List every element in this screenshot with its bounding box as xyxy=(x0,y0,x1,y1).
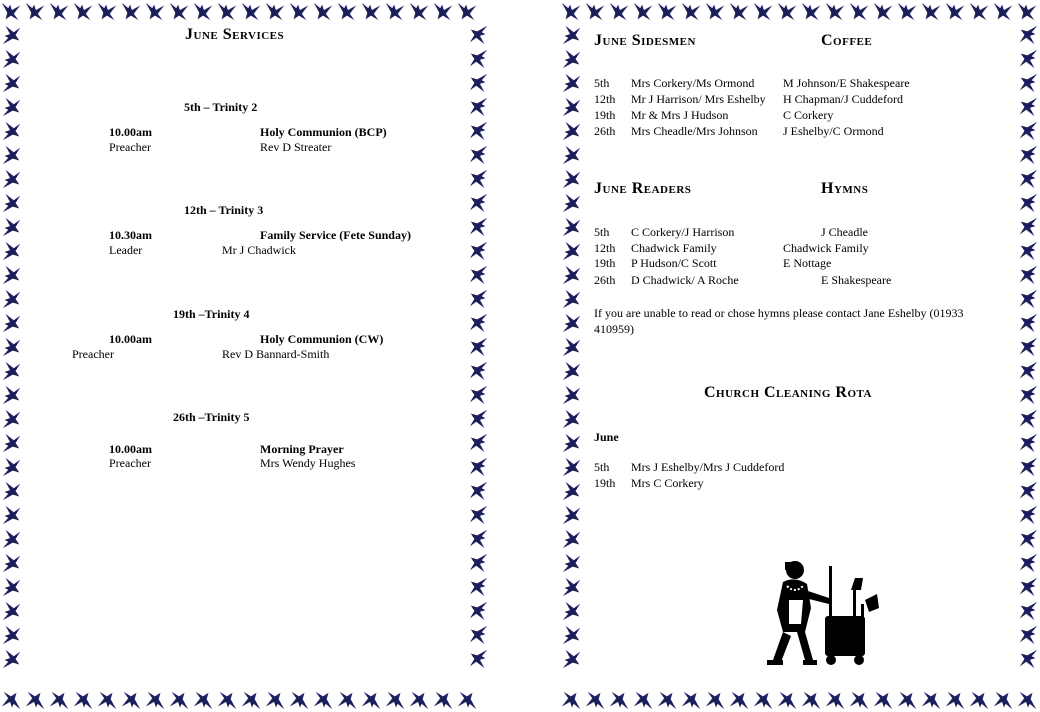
swallow-bird-icon xyxy=(26,692,44,709)
swallow-bird-icon xyxy=(562,3,580,20)
swallow-bird-icon xyxy=(122,692,140,709)
service-role: Leader xyxy=(109,243,143,257)
swallow-bird-icon xyxy=(898,692,916,709)
swallow-bird-icon xyxy=(563,74,580,92)
swallow-bird-icon xyxy=(146,3,164,20)
swallow-bird-icon xyxy=(470,50,487,68)
swallow-bird-icon xyxy=(470,482,487,500)
swallow-bird-icon xyxy=(563,410,580,428)
sidesmen-cell: Mr J Harrison/ Mrs Eshelby xyxy=(631,92,766,106)
swallow-bird-icon xyxy=(826,3,844,20)
swallow-bird-icon xyxy=(563,146,580,164)
swallow-bird-icon xyxy=(3,74,20,92)
swallow-bird-icon xyxy=(1020,602,1037,620)
swallow-bird-icon xyxy=(1020,50,1037,68)
swallow-bird-icon xyxy=(610,692,628,709)
swallow-bird-icon xyxy=(3,170,20,188)
swallow-bird-icon xyxy=(458,3,476,20)
swallow-bird-icon xyxy=(470,386,487,404)
swallow-bird-icon xyxy=(3,122,20,140)
service-person: Rev D Bannard-Smith xyxy=(222,347,330,361)
swallow-bird-icon xyxy=(170,3,188,20)
swallow-bird-icon xyxy=(658,692,676,709)
hymns-cell: Chadwick Family xyxy=(783,241,869,255)
right-page xyxy=(560,0,1040,712)
swallow-bird-icon xyxy=(470,218,487,236)
swallow-bird-icon xyxy=(1020,170,1037,188)
june-services-title: June Services xyxy=(185,26,285,43)
swallow-bird-icon xyxy=(74,692,92,709)
swallow-bird-icon xyxy=(434,3,452,20)
swallow-bird-icon xyxy=(410,3,428,20)
readers-cell: P Hudson/C Scott xyxy=(631,256,717,270)
swallow-bird-icon xyxy=(314,692,332,709)
swallow-bird-icon xyxy=(362,3,380,20)
swallow-bird-icon xyxy=(1020,74,1037,92)
swallow-bird-icon xyxy=(3,26,20,44)
swallow-bird-icon xyxy=(50,3,68,20)
swallow-bird-icon xyxy=(1020,314,1037,332)
swallow-bird-icon xyxy=(634,692,652,709)
swallow-bird-icon xyxy=(290,3,308,20)
coffee-cell: C Corkery xyxy=(783,108,834,122)
day-cell: 19th xyxy=(594,108,616,122)
coffee-title: Coffee xyxy=(821,32,873,49)
swallow-bird-icon xyxy=(470,122,487,140)
swallow-bird-icon xyxy=(1020,122,1037,140)
swallow-bird-icon xyxy=(3,626,20,644)
swallow-bird-icon xyxy=(50,692,68,709)
swallow-bird-icon xyxy=(1020,290,1037,308)
swallow-bird-icon xyxy=(74,3,92,20)
swallow-bird-icon xyxy=(470,578,487,596)
swallow-bird-icon xyxy=(634,3,652,20)
swallow-bird-icon xyxy=(3,50,20,68)
swallow-bird-icon xyxy=(3,338,20,356)
swallow-bird-icon xyxy=(3,266,20,284)
day-cell: 12th xyxy=(594,92,616,106)
swallow-bird-icon xyxy=(874,3,892,20)
swallow-bird-icon xyxy=(218,3,236,20)
swallow-bird-icon xyxy=(290,692,308,709)
swallow-bird-icon xyxy=(470,554,487,572)
swallow-bird-icon xyxy=(562,692,580,709)
table-row xyxy=(594,459,784,475)
swallow-bird-icon xyxy=(802,3,820,20)
coffee-cell: J Eshelby/C Ormond xyxy=(783,124,884,138)
swallow-bird-icon xyxy=(563,554,580,572)
swallow-bird-icon xyxy=(1020,362,1037,380)
swallow-bird-icon xyxy=(946,3,964,20)
day-cell: 26th xyxy=(594,273,616,287)
coffee-cell: M Johnson/E Shakespeare xyxy=(783,76,910,90)
swallow-bird-icon xyxy=(470,194,487,212)
service-name: Family Service (Fete Sunday) xyxy=(260,228,411,242)
swallow-bird-icon xyxy=(1020,218,1037,236)
swallow-bird-icon xyxy=(922,3,940,20)
swallow-bird-icon xyxy=(266,3,284,20)
coffee-cell: H Chapman/J Cuddeford xyxy=(783,92,903,106)
sidesmen-title: June Sidesmen xyxy=(594,32,696,49)
service-time: 10.00am xyxy=(109,442,152,456)
swallow-bird-icon xyxy=(470,650,487,668)
swallow-bird-icon xyxy=(470,290,487,308)
swallow-bird-icon xyxy=(3,650,20,668)
swallow-bird-icon xyxy=(682,3,700,20)
swallow-bird-icon xyxy=(3,530,20,548)
swallow-bird-icon xyxy=(386,692,404,709)
swallow-bird-icon xyxy=(946,692,964,709)
swallow-bird-icon xyxy=(850,692,868,709)
swallow-bird-icon xyxy=(470,170,487,188)
swallow-bird-icon xyxy=(3,482,20,500)
service-person: Rev D Streater xyxy=(260,140,332,154)
swallow-bird-icon xyxy=(3,362,20,380)
swallow-bird-icon xyxy=(778,692,796,709)
swallow-bird-icon xyxy=(563,266,580,284)
swallow-bird-icon xyxy=(194,3,212,20)
swallow-bird-icon xyxy=(802,692,820,709)
swallow-bird-icon xyxy=(778,3,796,20)
swallow-bird-icon xyxy=(563,194,580,212)
swallow-bird-icon xyxy=(994,3,1012,20)
swallow-bird-icon xyxy=(1020,98,1037,116)
service-time: 10.30am xyxy=(109,228,152,242)
swallow-bird-icon xyxy=(362,692,380,709)
swallow-bird-icon xyxy=(470,626,487,644)
swallow-bird-icon xyxy=(470,458,487,476)
swallow-bird-icon xyxy=(410,692,428,709)
swallow-bird-icon xyxy=(470,146,487,164)
table-row xyxy=(594,255,831,271)
swallow-bird-icon xyxy=(563,626,580,644)
swallow-bird-icon xyxy=(470,74,487,92)
readers-cell: Chadwick Family xyxy=(631,241,717,255)
swallow-bird-icon xyxy=(122,3,140,20)
swallow-bird-icon xyxy=(563,314,580,332)
swallow-bird-icon xyxy=(1020,146,1037,164)
hymns-title: Hymns xyxy=(821,180,869,197)
service-role: Preacher xyxy=(109,140,151,154)
cleaning-month: June xyxy=(594,430,619,444)
service-role: Preacher xyxy=(72,347,114,361)
swallow-bird-icon xyxy=(1020,194,1037,212)
swallow-bird-icon xyxy=(1020,266,1037,284)
swallow-bird-icon xyxy=(658,3,676,20)
sidesmen-cell: Mrs Cheadle/Mrs Johnson xyxy=(631,124,758,138)
cleaner-with-mop-cart-icon xyxy=(765,560,885,668)
swallow-bird-icon xyxy=(98,3,116,20)
swallow-bird-icon xyxy=(3,506,20,524)
swallow-bird-icon xyxy=(563,98,580,116)
swallow-bird-icon xyxy=(1020,338,1037,356)
table-row xyxy=(594,91,903,107)
sidesmen-cell: Mr & Mrs J Hudson xyxy=(631,108,729,122)
contact-note: If you are unable to read or chose hymns please contact Jane Eshelby (01933 410959) xyxy=(594,306,964,336)
swallow-bird-icon xyxy=(170,692,188,709)
swallow-bird-icon xyxy=(1020,530,1037,548)
swallow-bird-icon xyxy=(1020,554,1037,572)
swallow-bird-icon xyxy=(3,434,20,452)
swallow-bird-icon xyxy=(470,266,487,284)
swallow-bird-icon xyxy=(563,458,580,476)
swallow-bird-icon xyxy=(754,3,772,20)
swallow-bird-icon xyxy=(194,692,212,709)
day-cell: 19th xyxy=(594,256,616,270)
swallow-bird-icon xyxy=(470,506,487,524)
service-name: Holy Communion (CW) xyxy=(260,332,384,346)
swallow-bird-icon xyxy=(3,218,20,236)
table-row xyxy=(594,272,891,288)
swallow-bird-icon xyxy=(338,692,356,709)
hymns-cell: E Shakespeare xyxy=(821,273,892,287)
swallow-bird-icon xyxy=(563,50,580,68)
swallow-bird-icon xyxy=(874,692,892,709)
swallow-bird-icon xyxy=(470,338,487,356)
cleaner-cell: Mrs J Eshelby/Mrs J Cuddeford xyxy=(631,460,785,474)
swallow-bird-icon xyxy=(563,170,580,188)
day-cell: 5th xyxy=(594,460,610,474)
swallow-bird-icon xyxy=(563,338,580,356)
swallow-bird-icon xyxy=(586,692,604,709)
swallow-bird-icon xyxy=(266,692,284,709)
service-heading: 12th – Trinity 3 xyxy=(184,203,264,217)
cleaning-rota-title: Church Cleaning Rota xyxy=(704,384,872,401)
hymns-cell: E Nottage xyxy=(783,256,832,270)
table-row xyxy=(594,75,910,91)
swallow-bird-icon xyxy=(563,26,580,44)
service-time: 10.00am xyxy=(109,332,152,346)
swallow-bird-icon xyxy=(314,3,332,20)
readers-cell: D Chadwick/ A Roche xyxy=(631,273,739,287)
day-cell: 5th xyxy=(594,225,610,239)
table-row xyxy=(594,123,884,139)
service-time: 10.00am xyxy=(109,125,152,139)
swallow-bird-icon xyxy=(3,386,20,404)
service-name: Morning Prayer xyxy=(260,442,344,456)
swallow-bird-icon xyxy=(730,3,748,20)
swallow-bird-icon xyxy=(586,3,604,20)
swallow-bird-icon xyxy=(563,650,580,668)
swallow-bird-icon xyxy=(563,482,580,500)
swallow-bird-icon xyxy=(470,410,487,428)
swallow-bird-icon xyxy=(970,3,988,20)
sidesmen-cell: Mrs Corkery/Ms Ormond xyxy=(631,76,755,90)
day-cell: 26th xyxy=(594,124,616,138)
swallow-bird-icon xyxy=(1020,386,1037,404)
swallow-bird-icon xyxy=(898,3,916,20)
swallow-bird-icon xyxy=(470,602,487,620)
readers-title: June Readers xyxy=(594,180,692,197)
service-person: Mrs Wendy Hughes xyxy=(260,456,356,470)
swallow-bird-icon xyxy=(218,692,236,709)
hymns-cell: J Cheadle xyxy=(821,225,868,239)
swallow-bird-icon xyxy=(1020,482,1037,500)
day-cell: 5th xyxy=(594,76,610,90)
swallow-bird-icon xyxy=(850,3,868,20)
swallow-bird-icon xyxy=(826,692,844,709)
swallow-bird-icon xyxy=(1020,626,1037,644)
swallow-bird-icon xyxy=(3,98,20,116)
swallow-bird-icon xyxy=(2,3,20,20)
service-heading: 26th –Trinity 5 xyxy=(173,410,250,424)
swallow-bird-icon xyxy=(1020,434,1037,452)
swallow-bird-icon xyxy=(563,578,580,596)
swallow-bird-icon xyxy=(1020,578,1037,596)
swallow-bird-icon xyxy=(470,26,487,44)
table-row xyxy=(594,240,869,256)
swallow-bird-icon xyxy=(434,692,452,709)
swallow-bird-icon xyxy=(970,692,988,709)
swallow-bird-icon xyxy=(3,554,20,572)
cleaner-cell: Mrs C Corkery xyxy=(631,476,704,490)
swallow-bird-icon xyxy=(1018,692,1036,709)
swallow-bird-icon xyxy=(3,194,20,212)
swallow-bird-icon xyxy=(470,242,487,260)
swallow-bird-icon xyxy=(563,362,580,380)
service-name: Holy Communion (BCP) xyxy=(260,125,387,139)
swallow-bird-icon xyxy=(1020,506,1037,524)
swallow-bird-icon xyxy=(242,692,260,709)
swallow-bird-icon xyxy=(1020,650,1037,668)
swallow-bird-icon xyxy=(1020,242,1037,260)
swallow-bird-icon xyxy=(3,146,20,164)
swallow-bird-icon xyxy=(98,692,116,709)
service-heading: 19th –Trinity 4 xyxy=(173,307,250,321)
swallow-bird-icon xyxy=(610,3,628,20)
swallow-bird-icon xyxy=(3,602,20,620)
swallow-bird-icon xyxy=(1018,3,1036,20)
swallow-bird-icon xyxy=(706,692,724,709)
swallow-bird-icon xyxy=(730,692,748,709)
swallow-bird-icon xyxy=(3,290,20,308)
table-row xyxy=(594,224,868,240)
swallow-bird-icon xyxy=(1020,458,1037,476)
swallow-bird-icon xyxy=(682,692,700,709)
swallow-bird-icon xyxy=(2,692,20,709)
swallow-bird-icon xyxy=(563,434,580,452)
swallow-bird-icon xyxy=(563,386,580,404)
swallow-bird-icon xyxy=(470,362,487,380)
service-heading: 5th – Trinity 2 xyxy=(184,100,258,114)
swallow-bird-icon xyxy=(458,692,476,709)
swallow-bird-icon xyxy=(470,434,487,452)
swallow-bird-icon xyxy=(26,3,44,20)
swallow-bird-icon xyxy=(470,530,487,548)
swallow-bird-icon xyxy=(563,530,580,548)
swallow-bird-icon xyxy=(922,692,940,709)
service-person: Mr J Chadwick xyxy=(222,243,296,257)
swallow-bird-icon xyxy=(3,458,20,476)
service-role: Preacher xyxy=(109,456,151,470)
readers-cell: C Corkery/J Harrison xyxy=(631,225,735,239)
swallow-bird-icon xyxy=(386,3,404,20)
swallow-bird-icon xyxy=(146,692,164,709)
swallow-bird-icon xyxy=(470,314,487,332)
day-cell: 19th xyxy=(594,476,616,490)
swallow-bird-icon xyxy=(563,290,580,308)
swallow-bird-icon xyxy=(3,314,20,332)
swallow-bird-icon xyxy=(3,410,20,428)
swallow-bird-icon xyxy=(1020,26,1037,44)
swallow-bird-icon xyxy=(338,3,356,20)
swallow-bird-icon xyxy=(994,692,1012,709)
swallow-bird-icon xyxy=(3,242,20,260)
swallow-bird-icon xyxy=(563,602,580,620)
left-page xyxy=(0,0,490,712)
swallow-bird-icon xyxy=(470,98,487,116)
swallow-bird-icon xyxy=(3,578,20,596)
swallow-bird-icon xyxy=(706,3,724,20)
swallow-bird-icon xyxy=(242,3,260,20)
swallow-bird-icon xyxy=(563,506,580,524)
swallow-bird-icon xyxy=(1020,410,1037,428)
day-cell: 12th xyxy=(594,241,616,255)
swallow-bird-icon xyxy=(754,692,772,709)
swallow-bird-icon xyxy=(563,242,580,260)
table-row xyxy=(594,475,704,491)
swallow-bird-icon xyxy=(563,122,580,140)
swallow-bird-icon xyxy=(563,218,580,236)
table-row xyxy=(594,107,833,123)
